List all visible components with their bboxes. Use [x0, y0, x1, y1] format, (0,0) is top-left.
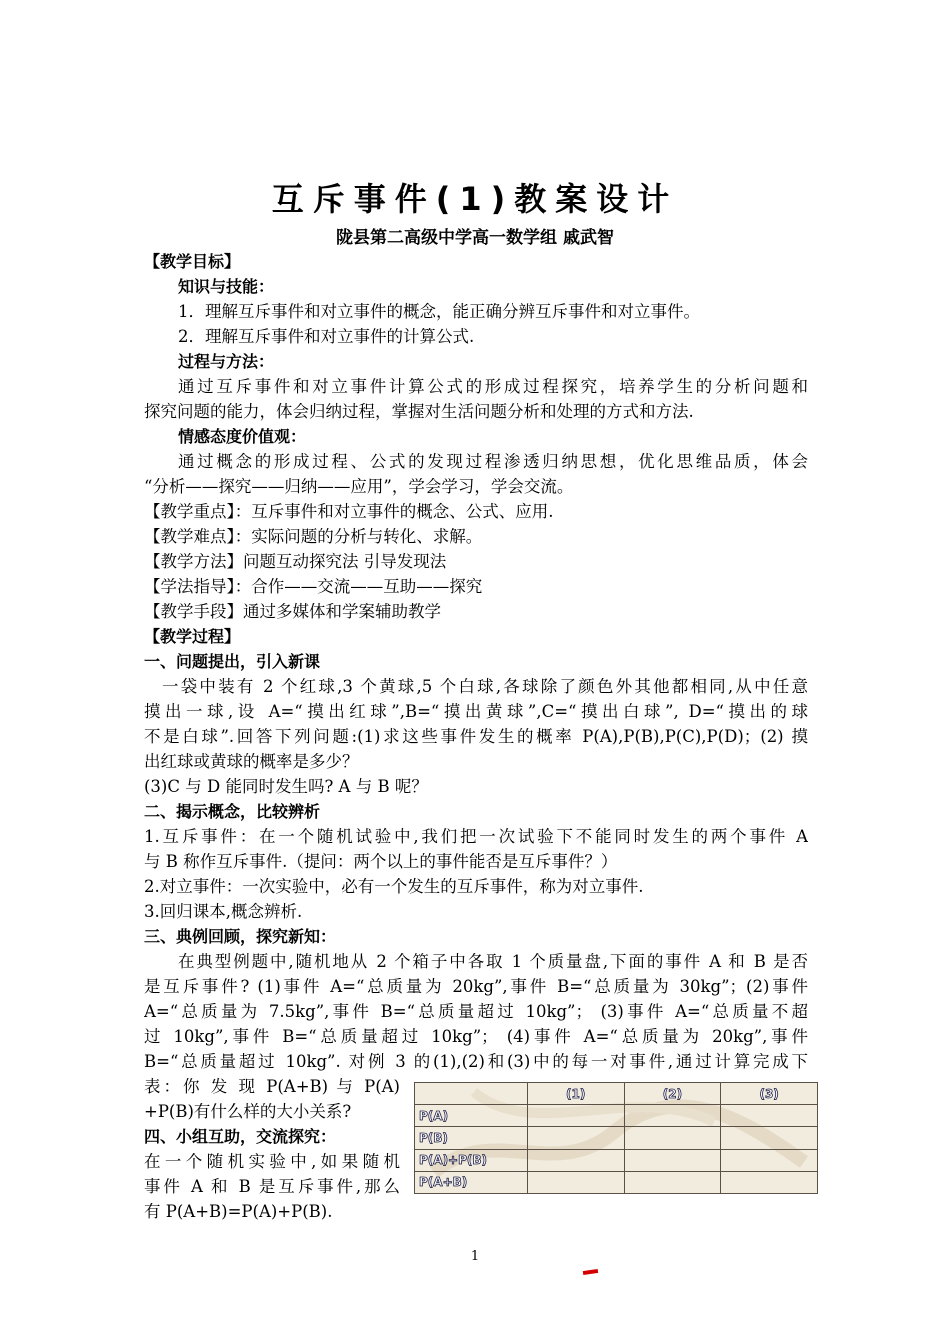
paragraph-line: 【教学难点】：实际问题的分析与转化、求解。	[144, 527, 483, 546]
paragraph-line: 【教学方法】问题互动探究法 引导发现法	[144, 552, 447, 571]
sub-heading: 知识与技能：	[178, 277, 275, 296]
paragraph-line: 不是白球”.回答下列问题:(1)求这些事件发生的概率 P(A),P(B),P(C),P(D)；(2) 摸	[144, 727, 808, 746]
paragraph-line: 2．理解互斥事件和对立事件的计算公式.	[178, 327, 475, 346]
paragraph-line: (3)C 与 D 能同时发生吗? A 与 B 呢？	[144, 777, 428, 796]
paragraph-line: B=“总质量超过 10kg”. 对例 3 的(1),(2)和(3)中的每一对事件,通过计算完成下	[144, 1052, 808, 1071]
paragraph-line: 通过互斥事件和对立事件计算公式的形成过程探究，培养学生的分析问题和	[178, 377, 808, 396]
paragraph-line: 过 10kg”,事件 B=“总质量超过 10kg”； (4)事件 A=“总质量为 20kg”,事件	[144, 1027, 808, 1046]
paragraph-line: 1.互斥事件：在一个随机试验中,我们把一次试验下不能同时发生的两个事件 A	[144, 827, 808, 846]
paragraph-line: 出红球或黄球的概率是多少？	[144, 752, 359, 771]
paragraph-line: 2.对立事件：一次实验中，必有一个发生的互斥事件，称为对立事件.	[144, 877, 644, 896]
paragraph-line: 与 B 称作互斥事件.（提问：两个以上的事件能否是互斥事件？）	[144, 852, 618, 871]
table-cell	[527, 1105, 624, 1127]
paragraph-line: “分析——探究——归纳——应用”，学会学习，学会交流。	[144, 477, 574, 496]
table-row	[415, 1171, 818, 1193]
paragraph-line: 通过概念的形成过程、公式的发现过程渗透归纳思想，优化思维品质，体会	[178, 452, 808, 471]
paragraph-line: 有 P(A+B)=P(A)+P(B).	[144, 1202, 333, 1221]
table-row	[415, 1105, 818, 1127]
section-heading: 二、揭示概念，比较辨析	[144, 802, 321, 821]
table-cell	[624, 1149, 721, 1171]
probability-table-image	[414, 1082, 818, 1194]
red-dash-mark	[583, 1269, 598, 1275]
section-heading: 一、问题提出，引入新课	[144, 652, 321, 671]
paragraph-line: 表：你 发 现 P(A+B) 与 P(A)	[144, 1077, 400, 1096]
table-corner-cell	[415, 1083, 528, 1105]
table-row	[415, 1127, 818, 1149]
table-cell	[624, 1105, 721, 1127]
paragraph-line: 3.回归课本,概念辨析.	[144, 902, 303, 921]
table-row-label: P(B)	[415, 1127, 528, 1149]
table-cell	[721, 1105, 818, 1127]
section-heading: 【教学过程】	[144, 627, 241, 646]
table-header-cell: (1)	[527, 1083, 624, 1105]
table-header-cell: (3)	[721, 1083, 818, 1105]
paragraph-line: 一袋中装有 2 个红球,3 个黄球,5 个白球,各球除了颜色外其他都相同,从中任意	[162, 677, 808, 696]
table-header-cell: (2)	[624, 1083, 721, 1105]
table-cell	[721, 1127, 818, 1149]
sub-heading: 情感态度价值观：	[178, 427, 307, 446]
table-cell	[527, 1127, 624, 1149]
probability-table	[414, 1082, 818, 1194]
document-author: 陇县第二高级中学高一数学组 戚武智	[336, 228, 614, 248]
table-cell	[624, 1127, 721, 1149]
table-row	[415, 1149, 818, 1171]
paragraph-line: A=“总质量为 7.5kg”,事件 B=“总质量超过 10kg”； (3)事件 A=“总质量不超	[144, 1002, 808, 1021]
paragraph-line: 【教学重点】：互斥事件和对立事件的概念、公式、应用.	[144, 502, 554, 521]
table-row-label: P(A)	[415, 1105, 528, 1127]
paragraph-line: +P(B)有什么样的大小关系?	[144, 1102, 352, 1121]
paragraph-line: 探究问题的能力，体会归纳过程，掌握对生活问题分析和处理的方式和方法.	[144, 402, 694, 421]
table-cell	[527, 1149, 624, 1171]
table-row-label: P(A)+P(B)	[415, 1149, 528, 1171]
paragraph-line: 【学法指导】：合作——交流——互助——探究	[144, 577, 483, 596]
table-cell	[721, 1149, 818, 1171]
paragraph-line: 1．理解互斥事件和对立事件的概念，能正确分辨互斥事件和对立事件。	[178, 302, 700, 321]
section-heading: 三、典例回顾，探究新知：	[144, 927, 337, 946]
document-title: 互斥事件(1)教案设计	[271, 180, 679, 218]
table-cell	[527, 1171, 624, 1193]
document-body	[144, 249, 808, 1074]
table-cell	[721, 1171, 818, 1193]
section-heading: 【教学目标】	[144, 252, 241, 271]
paragraph-line: 摸出一球,设 A=“摸出红球”,B=“摸出黄球”,C=“摸出白球”, D=“摸出的球	[144, 702, 808, 721]
float-text-block	[144, 1074, 400, 1224]
table-row	[415, 1083, 818, 1105]
section-heading: 四、小组互助，交流探究：	[144, 1127, 337, 1146]
paragraph-line: 是互斥事件? (1)事件 A=“总质量为 20kg”,事件 B=“总质量为 30kg”；(2)事件	[144, 977, 808, 996]
sub-heading: 过程与方法：	[178, 352, 275, 371]
paragraph-line: 事件 A 和 B 是互斥事件,那么	[144, 1177, 400, 1196]
paragraph-line: 在典型例题中,随机地从 2 个箱子中各取 1 个质量盘,下面的事件 A 和 B 是否	[178, 952, 808, 971]
table-cell	[624, 1171, 721, 1193]
paragraph-line: 在一个随机实验中,如果随机	[144, 1152, 400, 1171]
page-number: 1	[470, 1249, 480, 1264]
table-row-label: P(A+B)	[415, 1171, 528, 1193]
paragraph-line: 【教学手段】通过多媒体和学案辅助教学	[144, 602, 441, 621]
